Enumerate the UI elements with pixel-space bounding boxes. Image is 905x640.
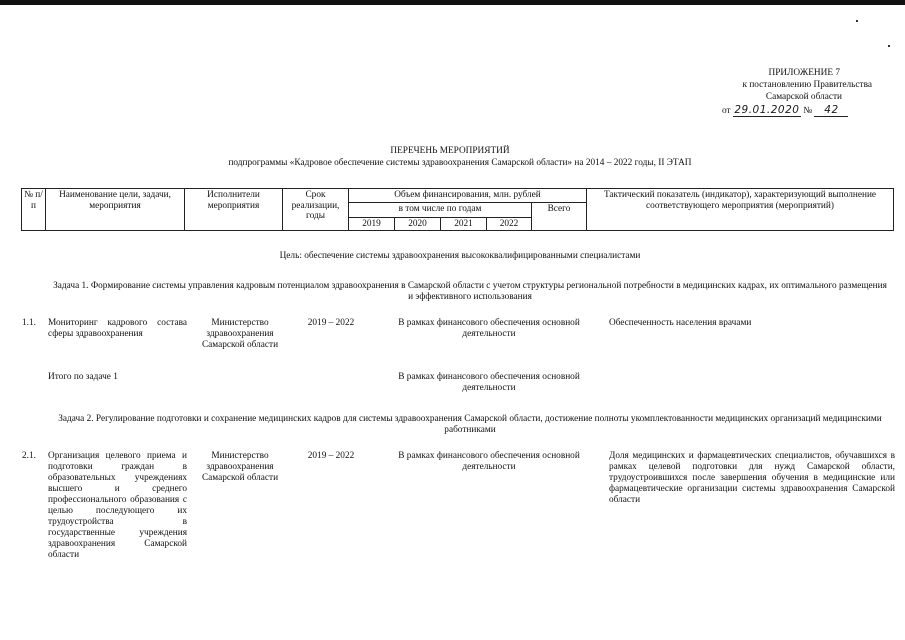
goal-text: Цель: обеспечение системы здравоохранения высококвалифицированными специалистами xyxy=(279,251,641,261)
item-executor: Министерство здравоохранения Самарской области xyxy=(201,451,279,483)
item-funding: В рамках финансового обеспечения основной деятельности xyxy=(398,451,580,472)
col-executor: Исполнители мероприятия xyxy=(185,189,283,231)
list-subtitle: подпрограммы «Кадровое обеспечение системы здравоохранения Самарской области» на 2014 – 2022 годы, II ЭТАП xyxy=(228,158,692,168)
item-funding: В рамках финансового обеспечения основной деятельности xyxy=(398,318,580,339)
item-name: Организация целевого приема и подготовки граждан в образовательных учреждениях высшего и среднего профессионального образования с целью последующего их трудоустройства в государственные учреждения здравоохранения Самарской области xyxy=(48,451,187,560)
col-year: 2022 xyxy=(487,217,532,231)
item-executor: Министерство здравоохранения Самарской области xyxy=(201,318,279,350)
number-handwritten: 42 xyxy=(814,104,848,117)
item-name: Мониторинг кадрового состава сферы здравоохранения xyxy=(48,318,187,339)
number-prefix: № xyxy=(803,106,813,116)
task2-title: Задача 2. Регулирование подготовки и сохранение медицинских кадров для системы здравоохранения Самарской области, достижение полноты укомплектованности медицинских организаций медицинскими работниками xyxy=(58,414,882,435)
col-year: 2019 xyxy=(349,217,395,231)
date-handwritten: 29.01.2020 xyxy=(734,104,800,116)
col-indicator: Тактический показатель (индикатор), характеризующий выполнение соответствующего мероприятия (мероприятий) xyxy=(587,189,894,231)
col-by-year: в том числе по годам xyxy=(349,202,532,217)
col-name: Наименование цели, задачи, мероприятия xyxy=(46,189,185,231)
appendix-line2: Самарской области xyxy=(765,92,842,102)
task1-total-funding: В рамках финансового обеспечения основной деятельности xyxy=(398,372,580,393)
col-funding: Объем финансирования, млн. рублей xyxy=(349,189,587,203)
col-year: 2020 xyxy=(395,217,441,231)
appendix-line1: к постановлению Правительства xyxy=(742,80,872,90)
task1-title: Задача 1. Формирование системы управления кадровым потенциалом здравоохранения в Самарской области с учетом структуры региональной потребности в медицинских кадрах, их оптимального размещения и эффективного использования xyxy=(53,281,887,302)
appendix-date-line xyxy=(722,104,882,117)
item-indicator: Обеспеченность населения врачами xyxy=(609,318,752,328)
appendix-title: ПРИЛОЖЕНИЕ 7 xyxy=(768,68,840,78)
item-num: 1.1. xyxy=(22,318,36,328)
scan-top-border xyxy=(0,0,905,5)
measures-table-header xyxy=(21,188,894,231)
col-year: 2021 xyxy=(441,217,487,231)
list-title: ПЕРЕЧЕНЬ МЕРОПРИЯТИЙ xyxy=(390,146,510,156)
item-term: 2019 – 2022 xyxy=(307,318,355,328)
item-indicator: Доля медицинских и фармацевтических специалистов, обучавшихся в рамках целевой подготовки для нужд Самарской области, трудоустроившихся после завершения обучения в медицинские или фармацевтические организации системы здравоохранения Самарской области xyxy=(609,451,895,505)
col-total: Всего xyxy=(532,202,587,231)
scan-speck xyxy=(888,45,890,47)
task1-total-label: Итого по задаче 1 xyxy=(48,372,118,382)
col-term: Срок реализации, годы xyxy=(283,189,349,231)
date-prefix: от xyxy=(722,106,731,116)
item-num: 2.1. xyxy=(22,451,36,461)
scan-speck xyxy=(856,20,858,22)
col-num: № п/п xyxy=(22,189,46,231)
item-term: 2019 – 2022 xyxy=(307,451,355,461)
